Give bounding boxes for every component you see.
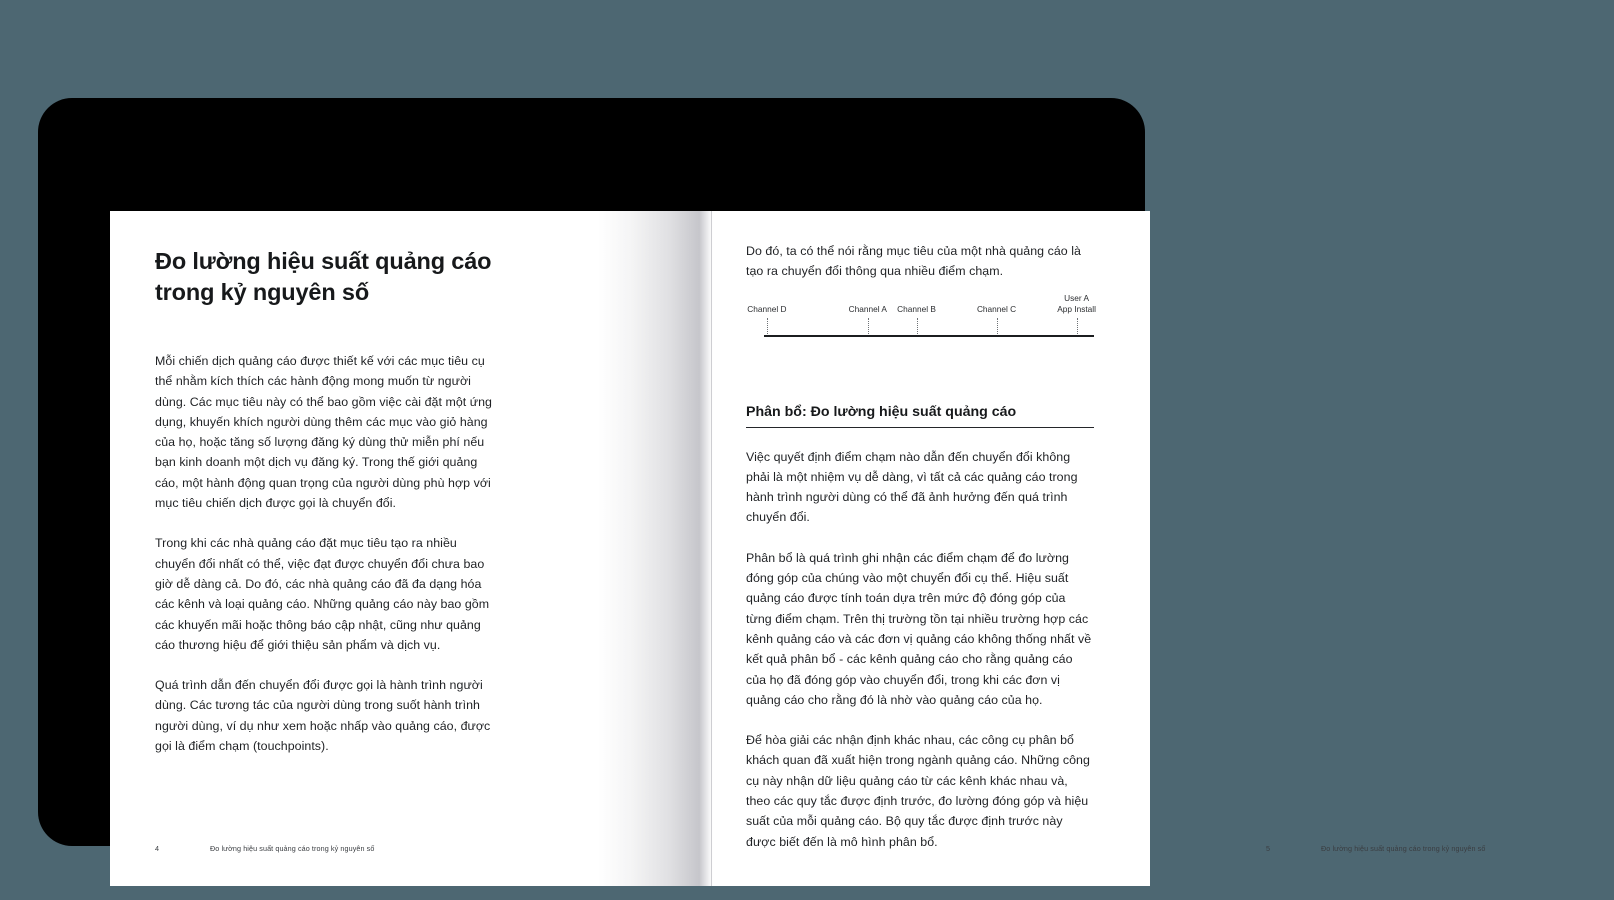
paragraph: Quá trình dẫn đến chuyển đổi được gọi là hành trình người dùng. Các tương tác của người dùng trong suốt hành trình người dùng, ví dụ như xem hoặc nhấp vào quảng cáo, được gọi là điểm chạm (touchpoints). bbox=[155, 678, 491, 754]
timeline-label-line-1: User A bbox=[1064, 292, 1090, 303]
left-page-body bbox=[155, 351, 495, 756]
timeline-label-channel-a: Channel A bbox=[848, 303, 887, 314]
page-title-line-1: Đo lường hiệu suất quảng cáo bbox=[155, 248, 492, 274]
touchpoint-timeline-chart bbox=[746, 292, 1096, 376]
running-head: Đo lường hiệu suất quảng cáo trong kỷ nguyên số bbox=[210, 844, 375, 853]
timeline-label-channel-c: Channel C bbox=[976, 303, 1017, 314]
page-number: 5 bbox=[1266, 844, 1271, 853]
left-page bbox=[110, 211, 630, 886]
right-page-body bbox=[746, 241, 1094, 852]
timeline-label-channel-d: Channel D bbox=[747, 303, 787, 314]
left-page-footer bbox=[155, 844, 495, 856]
timeline-tick-channel-a bbox=[868, 318, 869, 334]
section-heading: Phân bổ: Đo lường hiệu suất quảng cáo bbox=[746, 402, 1094, 428]
page-number: 4 bbox=[155, 844, 160, 853]
timeline-label-line-2: App Install bbox=[1057, 303, 1096, 314]
paragraph: Việc quyết định điểm chạm nào dẫn đến chuyển đổi không phải là một nhiệm vụ dễ dàng, vì tất cả các quảng cáo trong hành trình người dùng có thể đã ảnh hưởng đến quá trình chuyển đổi. bbox=[746, 449, 1078, 525]
timeline-tick-channel-b bbox=[917, 318, 918, 334]
timeline-axis bbox=[764, 335, 1094, 337]
page-title bbox=[155, 246, 500, 308]
timeline-tick-channel-d bbox=[767, 318, 768, 334]
paragraph: Mỗi chiến dịch quảng cáo được thiết kế với các mục tiêu cụ thể nhằm kích thích các hành động mong muốn từ người dùng. Các mục tiêu này có thể bao gồm việc cài đặt một ứng dụng, khuyến khích người dùng thêm các mục vào giỏ hàng của họ, hoặc tăng số lượng đăng ký dùng thử miễn phí nếu bạn kinh doanh một dịch vụ đăng ký. Trong thế giới quảng cáo, một hành động quan trọng của người dùng phù hợp với mục tiêu chiến dịch được gọi là chuyển đổi. bbox=[155, 354, 492, 511]
paragraph: Phân bổ là quá trình ghi nhận các điểm chạm để đo lường đóng góp của chúng vào một chuyển đổi cụ thể. Hiệu suất quảng cáo được tính toán dựa trên mức độ đóng góp của từng điểm chạm. Trên thị trường tồn tại nhiều trường hợp các kênh quảng cáo và các đơn vị quảng cáo không thống nhất về kết quả phân bổ - các kênh quảng cáo cho rằng quảng cáo của họ đã đóng góp vào chuyển đổi, trong khi các đơn vị quảng cáo cho rằng đó là nhờ vào quảng cáo của họ. bbox=[746, 550, 1092, 707]
right-page bbox=[630, 211, 1486, 886]
timeline-label-channel-b: Channel B bbox=[897, 303, 936, 314]
running-head: Đo lường hiệu suất quảng cáo trong kỷ nguyên số bbox=[1321, 844, 1486, 853]
paragraph: Do đó, ta có thể nói rằng mục tiêu của một nhà quảng cáo là tạo ra chuyển đổi thông qua nhiều điểm chạm. bbox=[746, 244, 1081, 279]
book-frame bbox=[38, 98, 1486, 853]
timeline-label-user-a-app-install bbox=[1057, 293, 1096, 315]
right-page-footer bbox=[1266, 844, 1614, 856]
timeline-tick-app-install bbox=[1077, 318, 1078, 334]
page-title-line-2: trong kỷ nguyên số bbox=[155, 279, 370, 305]
timeline-tick-channel-c bbox=[997, 318, 998, 334]
book-spread bbox=[110, 211, 1486, 886]
paragraph: Trong khi các nhà quảng cáo đặt mục tiêu tạo ra nhiều chuyển đổi nhất có thể, việc đạt được chuyển đổi chưa bao giờ dễ dàng cả. Do đó, các nhà quảng cáo đã đa dạng hóa các kênh và loại quảng cáo. Những quảng cáo này bao gồm các khuyến mãi hoặc thông báo cập nhật, cũng như quảng cáo thương hiệu để giới thiệu sản phẩm và dịch vụ. bbox=[155, 536, 490, 652]
paragraph: Để hòa giải các nhận định khác nhau, các công cụ phân bổ khách quan đã xuất hiện trong ngành quảng cáo. Những công cụ này nhận dữ liệu quảng cáo từ các kênh khác nhau và, theo các quy tắc được định trước, đo lường đóng góp và hiệu suất của mỗi quảng cáo. Bộ quy tắc được định trước này được biết đến là mô hình phân bổ. bbox=[746, 733, 1090, 849]
